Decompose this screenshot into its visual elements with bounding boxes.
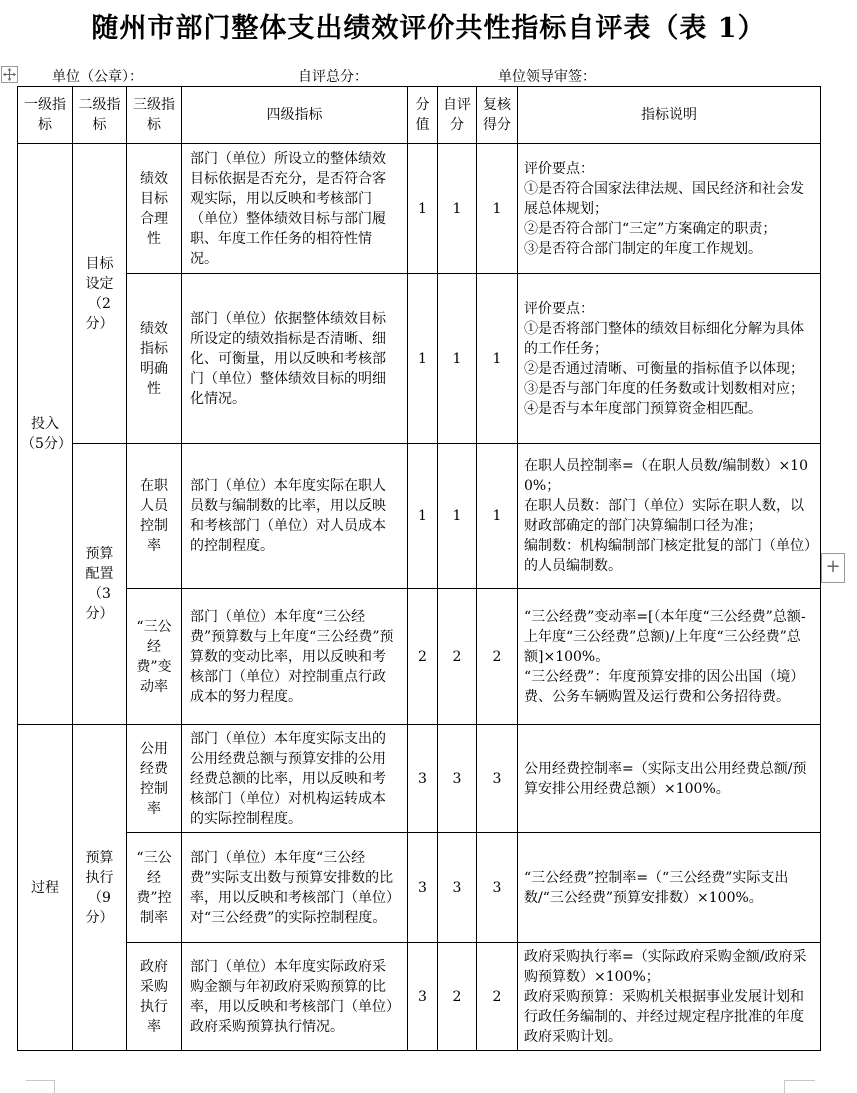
level1-input: 投入（5分）	[18, 144, 73, 725]
description-line: 编制数：机构编制部门核定批复的部门（单位）的人员编制数。	[524, 538, 811, 574]
header-self-score: 自评分	[438, 87, 477, 144]
table-row	[18, 833, 821, 943]
table-row	[18, 589, 821, 725]
self-score-cell: 3	[438, 725, 477, 833]
recheck-score-cell: 3	[477, 833, 518, 943]
recheck-score-cell: 1	[477, 274, 518, 444]
level3-cell: 政府采购执行率	[127, 943, 182, 1051]
table-row	[18, 274, 821, 444]
recheck-score-cell: 3	[477, 725, 518, 833]
score-cell: 1	[408, 444, 438, 589]
recheck-score-cell: 2	[477, 943, 518, 1051]
level4-cell: 部门（单位）本年度“三公经费”实际支出数与预算安排数的比率，用以反映和考核部门（单位）对“三公经费”的实际控制程度。	[182, 833, 408, 943]
header-description: 指标说明	[518, 87, 821, 144]
level4-cell: 部门（单位）本年度实际政府采购金额与年初政府采购预算的比率，用以反映和考核部门（单位）政府采购预算执行情况。	[182, 943, 408, 1051]
table-row	[18, 144, 821, 274]
description-line: 公用经费控制率=（实际支出公用经费总额/预算安排公用经费总额）×100%。	[524, 760, 807, 797]
score-cell: 3	[408, 725, 438, 833]
header-row	[18, 87, 821, 144]
table-move-handle-icon[interactable]	[1, 66, 18, 83]
description-cell	[518, 943, 821, 1051]
description-line: ①是否符合国家法律法规、国民经济和社会发展总体规划；	[524, 180, 804, 217]
description-line: 评价要点：	[524, 300, 594, 317]
description-line: “三公经费”控制率=（“三公经费”实际支出数/“三公经费”预算安排数）×100%。	[524, 869, 789, 906]
score-cell: 3	[408, 943, 438, 1051]
description-line: “三公经费”变动率=[（本年度“三公经费”总额-上年度“三公经费”总额)/上年度“三公经费”总额]×100%。	[524, 608, 806, 665]
score-cell: 3	[408, 833, 438, 943]
level3-cell: 公用经费控制率	[127, 725, 182, 833]
header-level4: 四级指标	[182, 87, 408, 144]
level3-cell: “三公经费”控制率	[127, 833, 182, 943]
unit-seal-label: 单位（公章）：	[52, 69, 143, 85]
level4-cell: 部门（单位）本年度“三公经费”预算数与上年度“三公经费”预算数的变动比率，用以反映和考核部门（单位）对控制重点行政成本的努力程度。	[182, 589, 408, 725]
recheck-score-cell: 2	[477, 589, 518, 725]
level2-budget-config: 预算配置（3分）	[73, 444, 127, 725]
leader-review-label: 单位领导审签：	[498, 69, 596, 85]
page-title: 随州市部门整体支出绩效评价共性指标自评表（表 1）	[91, 13, 766, 44]
level2-budget-execution: 预算执行（9分）	[73, 725, 127, 1051]
score-cell: 1	[408, 144, 438, 274]
description-line: ①是否将部门整体的绩效目标细化分解为具体的工作任务；	[524, 320, 804, 357]
page-corner-mark-left	[26, 1080, 55, 1093]
table-row	[18, 943, 821, 1051]
description-line: 政府采购执行率=（实际政府采购金额/政府采购预算数）×100%；	[524, 948, 807, 985]
description-line: “三公经费”：年度预算安排的因公出国（境）费、公务车辆购置及运行费和公务招待费。	[524, 668, 805, 705]
header-level1: 一级指标	[18, 87, 73, 144]
add-row-button[interactable]: +	[821, 553, 845, 583]
header-level2: 二级指标	[73, 87, 127, 144]
level3-cell: “三公经费”变动率	[127, 589, 182, 725]
level3-cell: 绩效指标明确性	[127, 274, 182, 444]
level3-cell: 绩效目标合理性	[127, 144, 182, 274]
self-score-cell: 2	[438, 943, 477, 1051]
description-cell	[518, 589, 821, 725]
self-score-cell: 1	[438, 274, 477, 444]
score-cell: 1	[408, 274, 438, 444]
description-cell	[518, 144, 821, 274]
description-cell	[518, 725, 821, 833]
description-line: 政府采购预算：采购机关根据事业发展计划和行政任务编制的、并经过规定程序批准的年度政府采购计划。	[524, 988, 804, 1045]
description-cell	[518, 444, 821, 589]
self-score-cell: 2	[438, 589, 477, 725]
description-cell	[518, 833, 821, 943]
description-line: 在职人员控制率=（在职人员数/编制数）×100%；	[524, 458, 808, 494]
table-row	[18, 725, 821, 833]
level2-goal-setting: 目标设定（2分）	[73, 144, 127, 444]
description-line: ③是否符合部门制定的年度工作规划。	[524, 240, 762, 257]
recheck-score-cell: 1	[477, 144, 518, 274]
description-line: 在职人员数：部门（单位）实际在职人数，以财政部确定的部门决算编制口径为准；	[524, 498, 804, 534]
description-line: ④是否与本年度部门预算资金相匹配。	[524, 400, 762, 417]
description-line: ②是否通过清晰、可衡量的指标值予以体现；	[524, 360, 804, 377]
header-score: 分值	[408, 87, 438, 144]
self-total-label: 自评总分：	[298, 69, 368, 85]
description-line: 评价要点：	[524, 160, 594, 177]
level4-cell: 部门（单位）所设立的整体绩效目标依据是否充分，是否符合客观实际，用以反映和考核部门（单位）整体绩效目标与部门履职、年度工作任务的相符性情况。	[182, 144, 408, 274]
evaluation-table	[17, 86, 821, 1051]
description-line: ②是否符合部门“三定”方案确定的职责；	[524, 220, 777, 237]
page-corner-mark-right	[784, 1080, 815, 1093]
level4-cell: 部门（单位）依据整体绩效目标所设定的绩效指标是否清晰、细化、可衡量，用以反映和考核部门（单位）整体绩效目标的明细化情况。	[182, 274, 408, 444]
level4-cell: 部门（单位）本年度实际在职人员数与编制数的比率，用以反映和考核部门（单位）对人员成本的控制程度。	[182, 444, 408, 589]
description-cell	[518, 274, 821, 444]
self-score-cell: 3	[438, 833, 477, 943]
self-score-cell: 1	[438, 444, 477, 589]
header-recheck-score: 复核得分	[477, 87, 518, 144]
score-cell: 2	[408, 589, 438, 725]
header-level3: 三级指标	[127, 87, 182, 144]
level4-cell: 部门（单位）本年度实际支出的公用经费总额与预算安排的公用经费总额的比率，用以反映和考核部门（单位）对机构运转成本的实际控制程度。	[182, 725, 408, 833]
table-row	[18, 444, 821, 589]
level1-process: 过程	[18, 725, 73, 1051]
self-score-cell: 1	[438, 144, 477, 274]
description-line: ③是否与部门年度的任务数或计划数相对应；	[524, 380, 804, 397]
recheck-score-cell: 1	[477, 444, 518, 589]
level3-cell: 在职人员控制率	[127, 444, 182, 589]
